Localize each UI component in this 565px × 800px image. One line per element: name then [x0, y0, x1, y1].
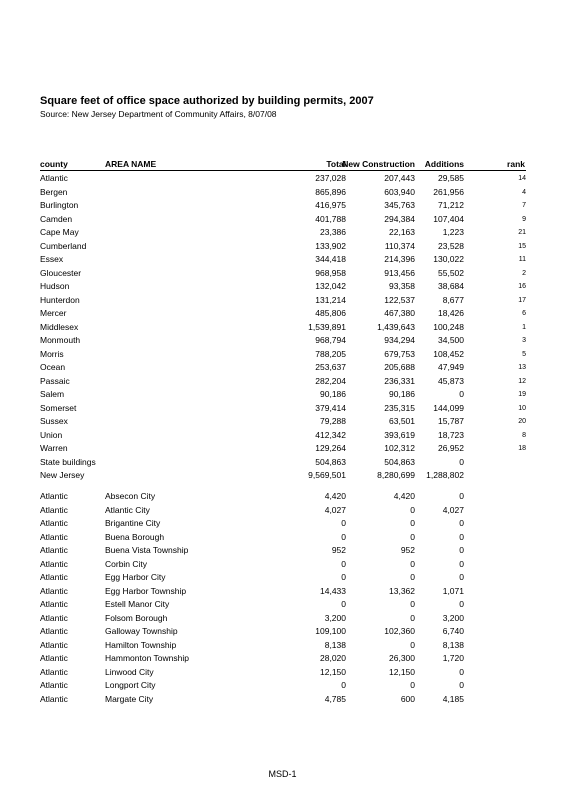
table-row	[40, 667, 526, 680]
area-name-cell: Longport City	[105, 680, 156, 690]
rank-cell: 14	[518, 175, 526, 182]
rank-cell: 4	[522, 188, 526, 196]
new-construction-cell: 93,358	[389, 281, 415, 291]
area-name-cell: Buena Borough	[105, 531, 165, 542]
area-name-cell: Estell Manor City	[105, 599, 170, 609]
county-cell: Atlantic	[40, 518, 68, 528]
table-row	[40, 416, 526, 429]
additions-cell: 1,223	[442, 227, 464, 237]
county-cell: Monmouth	[40, 335, 81, 345]
county-cell: Atlantic	[40, 585, 68, 596]
table-row	[40, 295, 526, 308]
table-row	[40, 430, 526, 443]
new-construction-cell: 679,753	[384, 348, 415, 359]
new-construction-cell: 294,384	[384, 213, 415, 224]
table-row	[40, 362, 526, 375]
total-cell: 132,042	[315, 281, 346, 291]
additions-cell: 29,585	[438, 173, 464, 183]
new-construction-cell: 345,763	[384, 200, 415, 210]
table-row	[40, 559, 526, 572]
county-cell: Hudson	[40, 281, 70, 291]
rank-cell: 5	[522, 350, 526, 358]
additions-cell: 18,723	[438, 429, 464, 440]
county-cell: Passaic	[40, 375, 70, 386]
rank-cell: 9	[522, 215, 526, 223]
area-name-cell: Egg Harbor Township	[105, 585, 187, 596]
total-cell: 788,205	[315, 348, 346, 359]
table-row	[40, 586, 526, 599]
area-name-cell: Brigantine City	[105, 518, 161, 528]
additions-cell: 0	[459, 680, 464, 690]
county-cell: Atlantic	[40, 599, 68, 609]
table-row	[40, 403, 526, 416]
table-row	[40, 322, 526, 335]
table-row	[40, 653, 526, 666]
additions-cell: 6,740	[442, 626, 464, 636]
table-row	[40, 349, 526, 362]
additions-cell: 0	[459, 389, 464, 399]
additions-cell: 26,952	[438, 443, 464, 453]
additions-cell: 144,099	[433, 402, 464, 413]
new-construction-cell: 236,331	[384, 375, 415, 386]
county-cell: Ocean	[40, 362, 66, 372]
county-cell: New Jersey	[40, 470, 85, 480]
new-construction-cell: 235,315	[384, 402, 415, 413]
total-cell: 12,150	[320, 666, 346, 677]
additions-cell: 0	[459, 666, 464, 677]
additions-cell: 8,677	[442, 294, 464, 305]
page-footer: MSD-1	[268, 769, 297, 779]
table-row	[40, 518, 526, 531]
report-title: Square feet of office space authorized by building permits, 2007	[40, 95, 374, 107]
table-row	[40, 626, 526, 639]
table-row	[40, 680, 526, 693]
table-row	[40, 443, 526, 456]
new-construction-cell: 12,150	[389, 666, 415, 677]
area-name-cell: Galloway Township	[105, 626, 178, 636]
column-header-county: county	[40, 159, 68, 169]
area-name-cell: Egg Harbor City	[105, 572, 166, 582]
rank-cell: 1	[522, 323, 526, 331]
new-construction-cell: 22,163	[389, 227, 415, 237]
total-cell: 504,863	[315, 456, 346, 467]
new-construction-cell: 0	[410, 558, 415, 569]
total-cell: 412,342	[315, 429, 346, 440]
area-name-cell: Margate City	[105, 693, 154, 704]
total-cell: 8,138	[324, 639, 346, 650]
column-header-rank: rank	[507, 159, 525, 169]
additions-cell: 8,138	[442, 639, 464, 650]
rank-cell: 11	[518, 256, 526, 263]
table-row	[40, 254, 526, 267]
table-row	[40, 281, 526, 294]
new-construction-cell: 0	[410, 518, 415, 528]
county-cell: Atlantic	[40, 693, 68, 704]
additions-cell: 0	[459, 599, 464, 609]
county-cell: Essex	[40, 254, 64, 264]
table-row	[40, 227, 526, 240]
county-cell: Middlesex	[40, 321, 79, 332]
county-cell: Mercer	[40, 308, 67, 318]
total-cell: 1,539,891	[308, 321, 346, 332]
column-header-additions: Additions	[424, 159, 464, 169]
table-row	[40, 200, 526, 213]
additions-cell: 0	[459, 545, 464, 555]
new-construction-cell: 26,300	[389, 653, 415, 663]
county-cell: Cape May	[40, 227, 79, 237]
county-cell: Atlantic	[40, 491, 68, 501]
total-cell: 0	[341, 572, 346, 582]
additions-cell: 38,684	[438, 281, 464, 291]
new-construction-cell: 467,380	[384, 308, 415, 318]
county-cell: Salem	[40, 389, 65, 399]
county-cell: Sussex	[40, 416, 68, 426]
county-cell: Atlantic	[40, 572, 68, 582]
new-construction-cell: 122,537	[384, 294, 415, 305]
additions-cell: 0	[459, 491, 464, 501]
table-header	[40, 159, 526, 171]
rank-cell: 3	[522, 337, 526, 344]
total-cell: 0	[341, 680, 346, 690]
new-construction-cell: 110,374	[384, 240, 415, 251]
total-cell: 968,958	[315, 267, 346, 278]
total-cell: 109,100	[315, 626, 346, 636]
table-row	[40, 308, 526, 321]
new-construction-cell: 0	[410, 572, 415, 582]
area-name-cell: Linwood City	[105, 666, 154, 677]
total-cell: 0	[341, 531, 346, 542]
rank-cell: 12	[518, 377, 526, 385]
table-row	[40, 640, 526, 653]
total-cell: 0	[341, 558, 346, 569]
rank-cell: 15	[518, 242, 526, 250]
new-construction-cell: 0	[410, 531, 415, 542]
additions-cell: 45,873	[438, 375, 464, 386]
table-row	[40, 241, 526, 254]
county-cell: Hunterdon	[40, 294, 80, 305]
table-row	[40, 268, 526, 281]
additions-cell: 0	[459, 456, 464, 467]
county-cell: State buildings	[40, 456, 96, 467]
total-cell: 131,214	[315, 294, 346, 305]
new-construction-cell: 0	[410, 680, 415, 690]
table-row	[40, 173, 526, 186]
additions-cell: 71,212	[438, 200, 464, 210]
new-construction-cell: 4,420	[393, 491, 415, 501]
rank-cell: 13	[518, 364, 526, 371]
new-construction-cell: 1,439,643	[377, 321, 415, 332]
table-row	[40, 532, 526, 545]
total-cell: 237,028	[315, 173, 346, 183]
table-row	[40, 457, 526, 470]
total-cell: 28,020	[320, 653, 346, 663]
new-construction-cell: 603,940	[384, 186, 415, 197]
new-construction-cell: 952	[400, 545, 415, 555]
new-construction-cell: 0	[410, 639, 415, 650]
additions-cell: 107,404	[433, 213, 464, 224]
area-name-cell: Folsom Borough	[105, 612, 168, 623]
new-construction-cell: 214,396	[384, 254, 415, 264]
county-cell: Warren	[40, 443, 68, 453]
additions-cell: 23,528	[438, 240, 464, 251]
rank-cell: 10	[518, 404, 526, 412]
table-row	[40, 376, 526, 389]
total-cell: 401,788	[315, 213, 346, 224]
county-cell: Atlantic	[40, 639, 68, 650]
rank-cell: 6	[522, 310, 526, 317]
county-cell: Burlington	[40, 200, 79, 210]
total-cell: 9,569,501	[308, 470, 346, 480]
new-construction-cell: 102,312	[384, 443, 415, 453]
additions-cell: 1,071	[442, 585, 464, 596]
county-cell: Bergen	[40, 186, 68, 197]
additions-cell: 47,949	[438, 362, 464, 372]
total-cell: 4,027	[324, 504, 346, 515]
area-name-cell: Atlantic City	[105, 504, 150, 515]
report-source: Source: New Jersey Department of Community Affairs, 8/07/08	[40, 109, 277, 119]
total-cell: 14,433	[320, 585, 346, 596]
new-construction-cell: 393,619	[384, 429, 415, 440]
rank-cell: 17	[518, 296, 526, 304]
total-cell: 344,418	[315, 254, 346, 264]
total-cell: 23,386	[320, 227, 346, 237]
county-cell: Gloucester	[40, 267, 82, 278]
new-construction-cell: 934,294	[384, 335, 415, 345]
additions-cell: 0	[459, 518, 464, 528]
area-name-cell: Corbin City	[105, 558, 148, 569]
additions-cell: 100,248	[433, 321, 464, 332]
county-cell: Atlantic	[40, 680, 68, 690]
county-cell: Atlantic	[40, 545, 68, 555]
county-cell: Atlantic	[40, 531, 68, 542]
rank-cell: 2	[522, 269, 526, 277]
new-construction-cell: 0	[410, 599, 415, 609]
additions-cell: 1,288,802	[426, 470, 464, 480]
additions-cell: 3,200	[442, 612, 464, 623]
new-construction-cell: 504,863	[384, 456, 415, 467]
total-cell: 90,186	[320, 389, 346, 399]
additions-cell: 261,956	[433, 186, 464, 197]
additions-cell: 108,452	[433, 348, 464, 359]
table-row	[40, 335, 526, 348]
column-header-area-name: AREA NAME	[105, 159, 157, 169]
county-cell: Camden	[40, 213, 73, 224]
additions-cell: 15,787	[438, 416, 464, 426]
additions-cell: 130,022	[433, 254, 464, 264]
total-cell: 129,264	[315, 443, 346, 453]
additions-cell: 0	[459, 531, 464, 542]
total-cell: 416,975	[315, 200, 346, 210]
additions-cell: 0	[459, 558, 464, 569]
new-construction-cell: 63,501	[389, 416, 415, 426]
column-header-total: Total	[326, 159, 346, 169]
rank-cell: 20	[518, 418, 526, 425]
total-cell: 485,806	[315, 308, 346, 318]
table-row	[40, 572, 526, 585]
total-cell: 79,288	[320, 416, 346, 426]
total-cell: 282,204	[315, 375, 346, 386]
table-row	[40, 470, 526, 483]
total-cell: 968,794	[315, 335, 346, 345]
additions-cell: 1,720	[442, 653, 464, 663]
total-cell: 253,637	[315, 362, 346, 372]
table-row	[40, 694, 526, 707]
additions-cell: 4,027	[442, 504, 464, 515]
table-row	[40, 599, 526, 612]
area-name-cell: Buena Vista Township	[105, 545, 189, 555]
additions-cell: 34,500	[438, 335, 464, 345]
total-cell: 952	[331, 545, 346, 555]
total-cell: 4,785	[324, 693, 346, 704]
county-cell: Somerset	[40, 402, 77, 413]
total-cell: 4,420	[324, 491, 346, 501]
total-cell: 865,896	[315, 186, 346, 197]
new-construction-cell: 913,456	[384, 267, 415, 278]
table-row	[40, 389, 526, 402]
rank-cell: 21	[518, 229, 526, 236]
county-cell: Union	[40, 429, 63, 440]
additions-cell: 18,426	[438, 308, 464, 318]
total-cell: 0	[341, 518, 346, 528]
county-cell: Atlantic	[40, 666, 68, 677]
table-row	[40, 545, 526, 558]
table-row	[40, 613, 526, 626]
table-row	[40, 214, 526, 227]
additions-cell: 55,502	[438, 267, 464, 278]
new-construction-cell: 600	[400, 693, 415, 704]
rank-cell: 8	[522, 431, 526, 439]
county-cell: Atlantic	[40, 626, 68, 636]
new-construction-cell: 205,688	[384, 362, 415, 372]
total-cell: 133,902	[315, 240, 346, 251]
new-construction-cell: 0	[410, 504, 415, 515]
new-construction-cell: 207,443	[384, 173, 415, 183]
total-cell: 3,200	[324, 612, 346, 623]
county-cell: Atlantic	[40, 558, 68, 569]
additions-cell: 0	[459, 572, 464, 582]
additions-cell: 4,185	[442, 693, 464, 704]
table-row	[40, 491, 526, 504]
table-row	[40, 505, 526, 518]
county-cell: Atlantic	[40, 173, 68, 183]
area-name-cell: Absecon City	[105, 491, 156, 501]
new-construction-cell: 90,186	[389, 389, 415, 399]
rank-cell: 18	[518, 445, 526, 452]
county-cell: Atlantic	[40, 612, 68, 623]
area-name-cell: Hammonton Township	[105, 653, 189, 663]
county-cell: Atlantic	[40, 504, 68, 515]
table-row	[40, 187, 526, 200]
county-cell: Cumberland	[40, 240, 87, 251]
new-construction-cell: 0	[410, 612, 415, 623]
county-cell: Atlantic	[40, 653, 68, 663]
county-cell: Morris	[40, 348, 64, 359]
rank-cell: 16	[518, 283, 526, 290]
area-name-cell: Hamilton Township	[105, 639, 177, 650]
new-construction-cell: 13,362	[389, 585, 415, 596]
total-cell: 379,414	[315, 402, 346, 413]
rank-cell: 7	[522, 202, 526, 209]
new-construction-cell: 8,280,699	[377, 470, 415, 480]
rank-cell: 19	[518, 391, 526, 398]
new-construction-cell: 102,360	[384, 626, 415, 636]
total-cell: 0	[341, 599, 346, 609]
column-header-new-construction: New Construction	[342, 159, 415, 169]
